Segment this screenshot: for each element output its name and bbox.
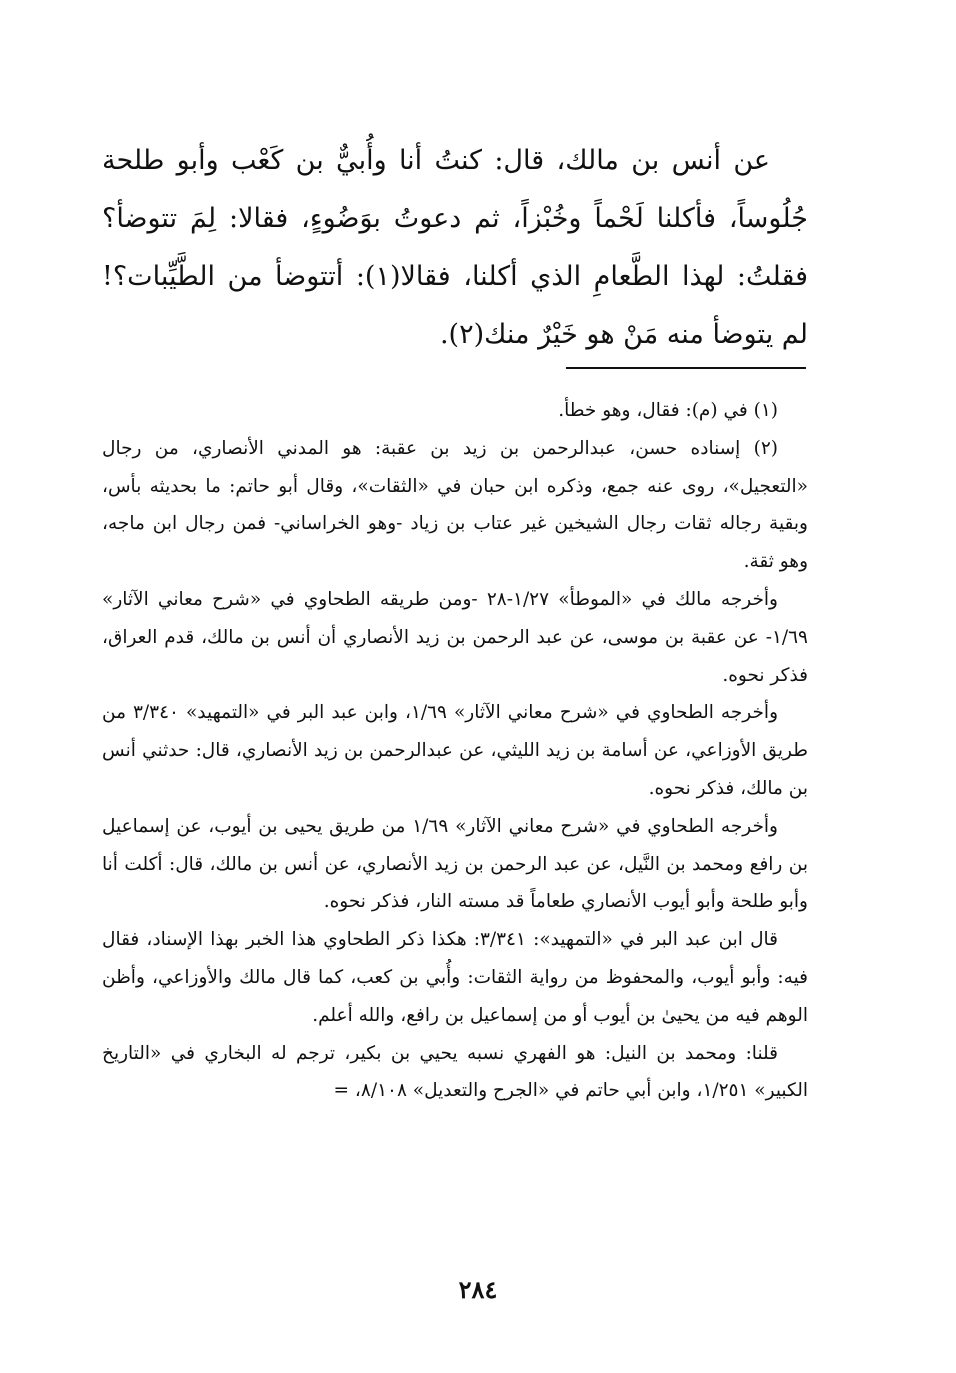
footnote-paragraph: قلنا: ومحمد بن النيل: هو الفهري نسبه يحيي بن بكير، ترجم له البخاري في «التاريخ الكبير» ١/٢٥١، وابن أبي حاتم في «الجرح والتعديل» ٨/١٠٨، = xyxy=(102,1042,808,1102)
main-text-block xyxy=(102,132,808,364)
footnote-divider xyxy=(566,367,806,369)
footnote-1: (١) في (م): فقال، وهو خطأ. xyxy=(558,400,778,421)
footnote-2: (٢) إسناده حسن، عبدالرحمن بن زيد بن عقبة: هو المدني الأنصاري، من رجال «التعجيل»، روى عنه جمع، وذكره ابن حبان في «الثقات»، وقال أبو حاتم: ما بحديثه بأس، وبقية رجاله ثقات رجال الشيخين غير عتاب بن زياد -وهو الخراساني- فمن رجال ابن ماجه، وهو ثقة. xyxy=(102,437,808,573)
footnote-paragraph: وأخرجه الطحاوي في «شرح معاني الآثار» ١/٦٩، وابن عبد البر في «التمهيد» ٣/٣٤٠ من طريق الأوزاعي، عن أسامة بن زيد الليثي، عن عبدالرحمن بن زيد الأنصاري، قال: حدثني أنس بن مالك، فذكر نحوه. xyxy=(102,702,808,799)
footnote-paragraph: وأخرجه الطحاوي في «شرح معاني الآثار» ١/٦٩ من طريق يحيى بن أيوب، عن إسماعيل بن رافع ومحمد بن النَّيل، عن عبد الرحمن بن زيد الأنصاري، عن أنس بن مالك، قال: أكلت أنا وأبو طلحة وأبو أيوب الأنصاري طعاماً قد مسته النار، فذكر نحوه. xyxy=(102,815,808,913)
footnote-paragraph: قال ابن عبد البر في «التمهيد»: ٣/٣٤١: هكذا ذكر الطحاوي هذا الخبر بهذا الإسناد، فقال فيه: وأبو أيوب، والمحفوظ من رواية الثقات: وأُبي بن كعب، كما قال مالك والأوزاعي، وأظن الوهم فيه من يحيىٰ بن أيوب أو من إسماعيل بن رافع، والله أعلم. xyxy=(102,929,808,1026)
page-number: ٢٨٤ xyxy=(458,1275,498,1304)
footnotes-block xyxy=(102,392,808,1110)
footnote-paragraph: وأخرجه مالك في «الموطأ» ١/٢٧-٢٨ -ومن طريقه الطحاوي في «شرح معاني الآثار» ١/٦٩- عن عقبة بن موسى، عن عبد الرحمن بن زيد الأنصاري أن أنس بن مالك، قدم العراق، فذكر نحوه. xyxy=(102,588,808,686)
main-paragraph: عن أنس بن مالك، قال: كنتُ أنا وأُبيٌّ بن كَعْب وأبو طلحة جُلُوساً، فأكلنا لَحْماً وخُبْزاً، ثم دعوتُ بوَضُوءٍ، فقالا: لِمَ تتوضأ؟ فقلتُ: لهذا الطَّعامِ الذي أكلنا، فقالا(١): أتتوضأ من الطَّيِّبات؟! لم يتوضأ منه مَنْ هو خَيْرٌ منك(٢). xyxy=(102,145,809,350)
